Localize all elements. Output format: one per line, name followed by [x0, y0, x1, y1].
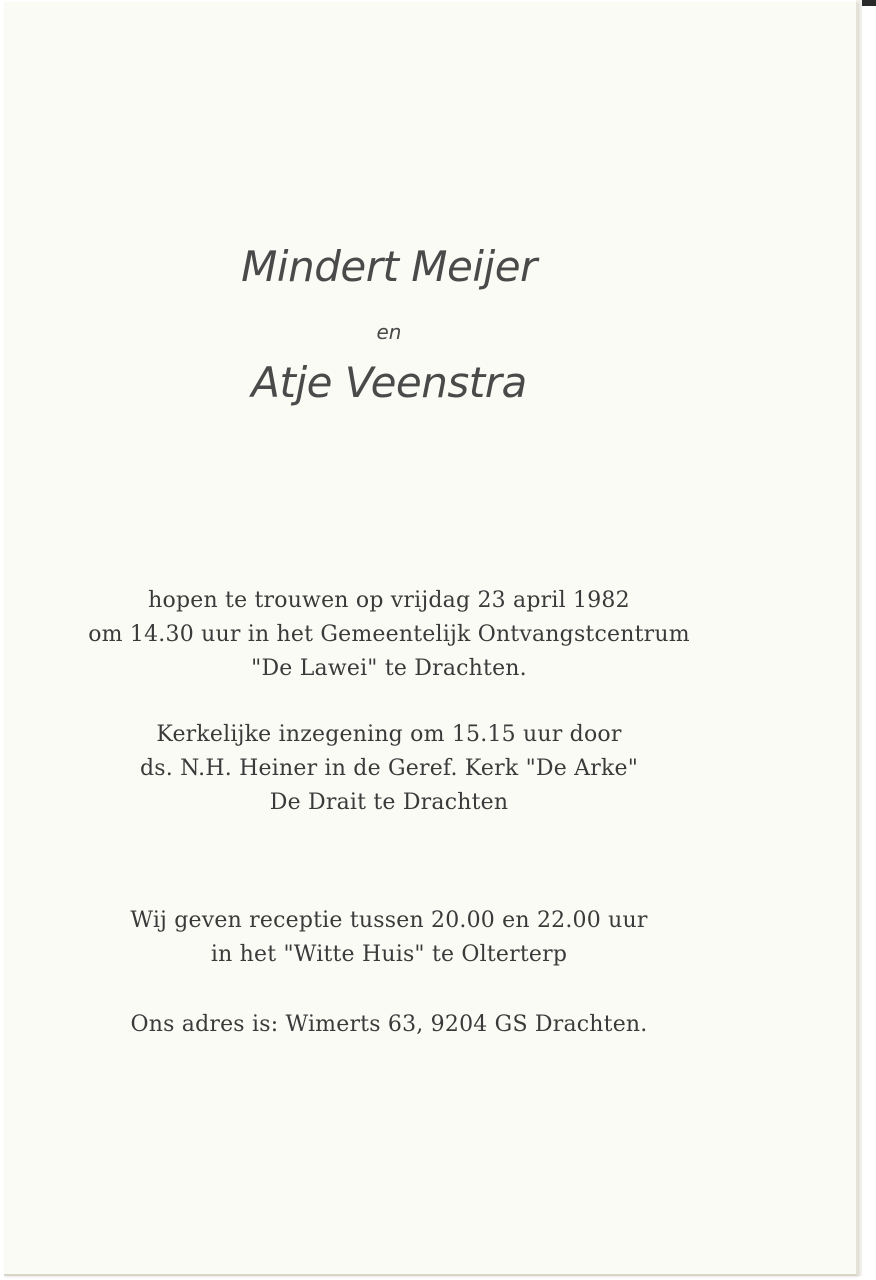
church-line-2: ds. N.H. Heiner in de Geref. Kerk "De Arke"	[139, 756, 639, 781]
wedding-announcement-card	[4, 2, 858, 1276]
wedding-line-1: hopen te trouwen op vrijdag 23 april 1982	[148, 588, 630, 613]
address-line: Ons adres is: Wimerts 63, 9204 GS Drachten.	[130, 1012, 648, 1037]
reception-details	[4, 904, 774, 972]
corner-mark	[862, 0, 876, 6]
reception-line-1: Wij geven receptie tussen 20.00 en 22.00 uur	[130, 908, 648, 933]
reception-line-2: in het "Witte Huis" te Olterterp	[210, 942, 568, 967]
church-details	[4, 718, 774, 820]
wedding-line-2: om 14.30 uur in het Gemeentelijk Ontvangstcentrum	[88, 622, 690, 647]
wedding-line-3: "De Lawei" te Drachten.	[251, 656, 527, 681]
wedding-details	[4, 584, 774, 686]
church-line-1: Kerkelijke inzegening om 15.15 uur door	[156, 722, 622, 747]
address-details	[4, 1008, 774, 1042]
conjunction: en	[376, 320, 402, 344]
church-line-3: De Drait te Drachten	[269, 790, 509, 815]
groom-name: Mindert Meijer	[241, 242, 537, 291]
bride-name: Atje Veenstra	[251, 358, 527, 407]
